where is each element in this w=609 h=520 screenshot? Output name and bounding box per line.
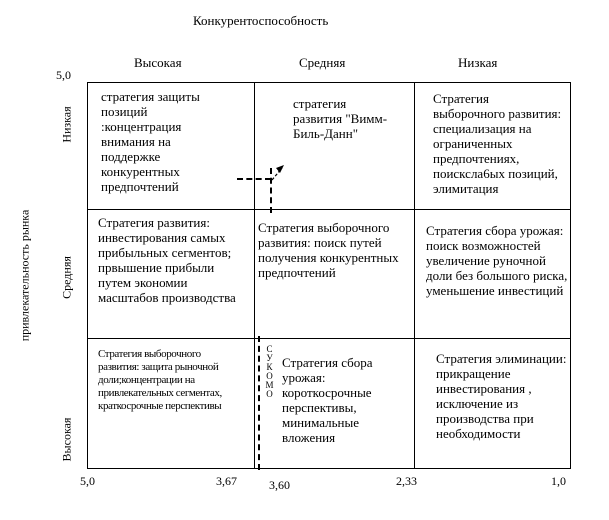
vertical-product-label: СУКОМО — [265, 344, 274, 399]
cell-medium-attractiveness-low-competitiveness: Стратегия сбора урожая: поиск возможностей увеличение руночной доли без большого риска, уменьшение инвестиций — [426, 223, 568, 298]
row-label-high: Высокая — [59, 417, 74, 462]
x-tick-3-67: 3,67 — [216, 474, 237, 488]
cell-medium-attractiveness-medium-competitiveness: Стратегия выборочного развития: поиск путей получения конкурентных предпочтений — [258, 220, 399, 280]
x-tick-1-0: 1,0 — [551, 474, 566, 488]
cell-high-attractiveness-high-competitiveness: Стратегия выборочного развития: защита рыночной доли;концентрации на привлекательных сегментах, краткосрочные перспективы — [98, 348, 222, 412]
cell-high-attractiveness-medium-competitiveness: Стратегия сбора урожая: короткосрочные перспективы, минимальные вложения — [282, 355, 373, 445]
row-label-low: Низкая — [59, 106, 74, 143]
cell-high-attractiveness-low-competitiveness: Стратегия элиминации: прикращение инвестирования , исключение из производства при необходимости — [436, 351, 567, 441]
column-header-high: Высокая — [134, 55, 182, 70]
y-axis-top-value: 5,0 — [56, 68, 71, 82]
y-axis-title: привлекательность рынка — [17, 209, 32, 342]
x-tick-2-33: 2,33 — [396, 474, 417, 488]
position-marker-line — [258, 336, 260, 470]
cell-medium-attractiveness-high-competitiveness: Стратегия развития: инвестирования самых прибыльных сегментов; првышение прибыли путем экономии масштабов производства — [98, 215, 236, 305]
cell-low-attractiveness-high-competitiveness: стратегия защиты позиций :концентрация внимания на поддержке конкурентных предпочтений — [101, 89, 200, 194]
column-header-low: Низкая — [458, 55, 498, 70]
chart-title: Конкурентоспособность — [193, 13, 329, 28]
x-tick-3-60: 3,60 — [269, 478, 290, 492]
x-tick-5-0: 5,0 — [80, 474, 95, 488]
column-header-medium: Средняя — [299, 55, 346, 70]
cell-low-attractiveness-low-competitiveness: Стратегия выборочного развития: специализация на ограниченных предпочтениях, поисксла6ых позиций, элимитация — [433, 91, 562, 196]
arrow-head-icon — [276, 165, 284, 173]
row-label-medium: Средняя — [59, 256, 74, 299]
cell-low-attractiveness-medium-competitiveness: стратегия развития "Вимм- Биль-Данн" — [293, 96, 388, 141]
